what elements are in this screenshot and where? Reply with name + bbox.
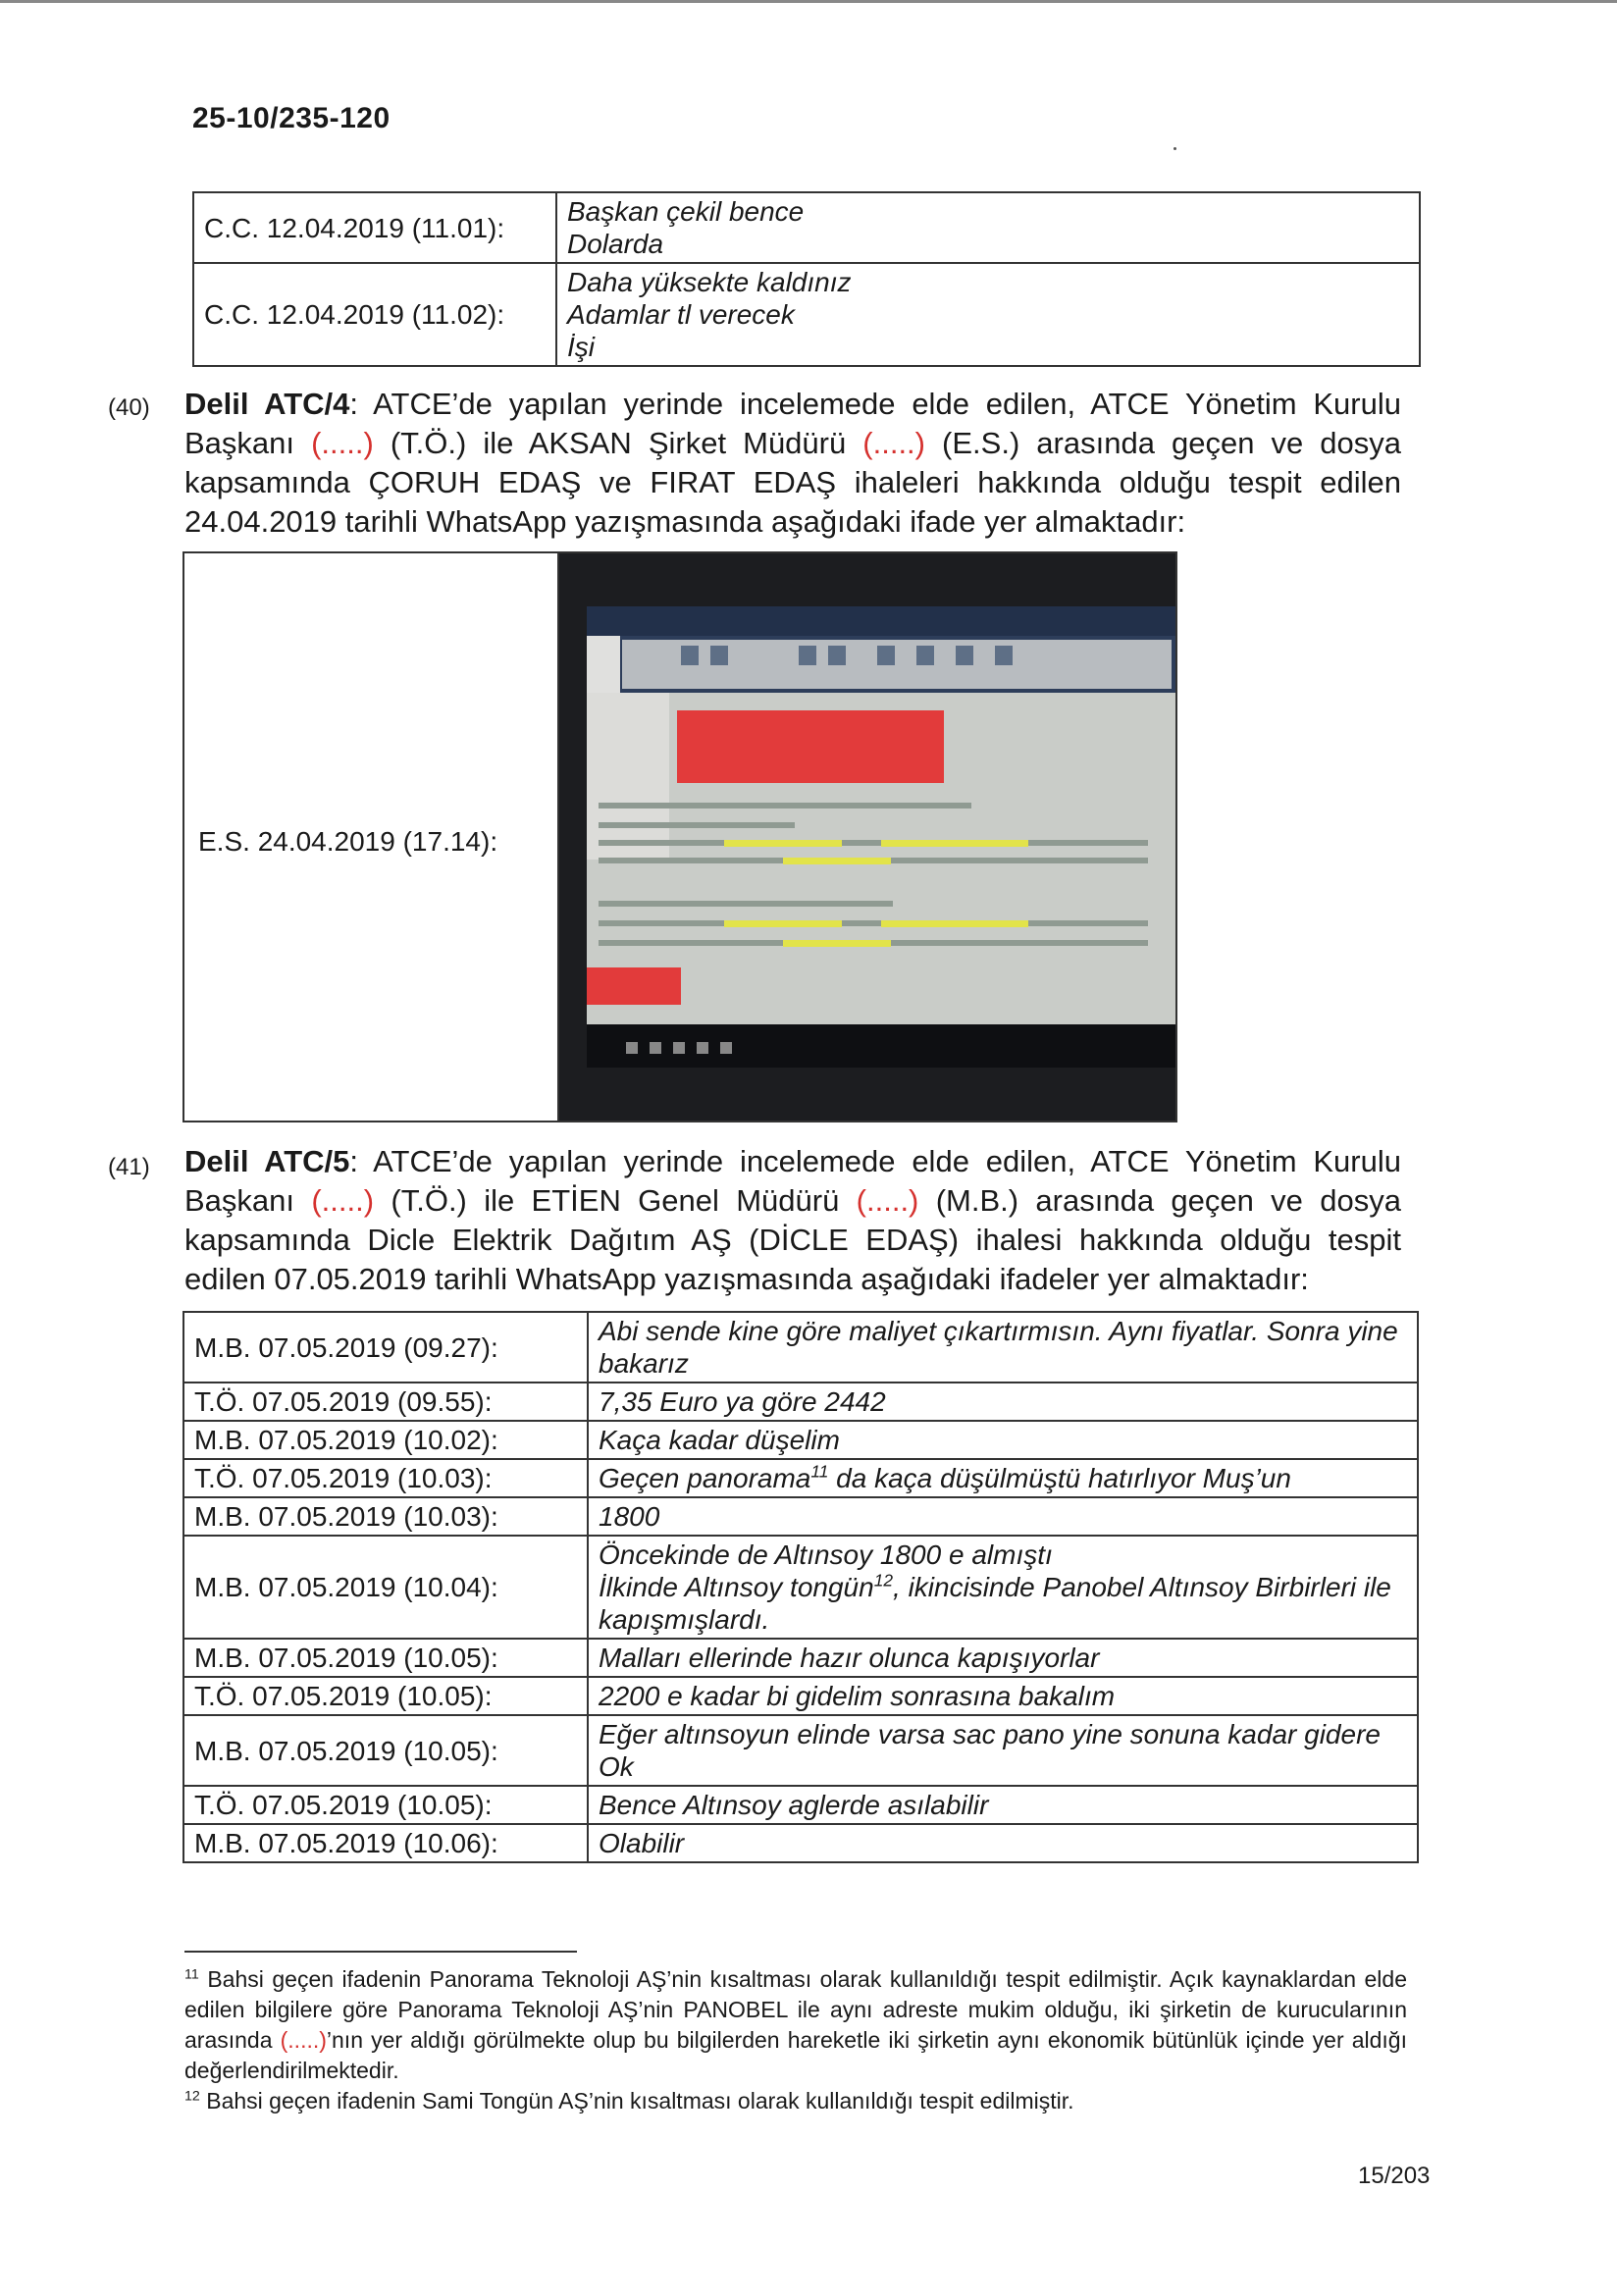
message-text: Öncekinde de Altınsoy 1800 e almıştı İlkinde Altınsoy tongün$^{12}$, ikincisinde Panobel Altınsoy Birbirleri ile kapışmışlardı. — [588, 1536, 1418, 1639]
evidence-label: E.S. 24.04.2019 (17.14): — [198, 826, 498, 857]
message-text: Bence Altınsoy aglerde asılabilir — [588, 1786, 1418, 1824]
sender-timestamp: M.B. 07.05.2019 (10.04): — [183, 1536, 588, 1639]
email-ribbon — [587, 606, 1175, 693]
message-row — [183, 1421, 1418, 1459]
message-row — [193, 263, 1420, 366]
message-text: 2200 e kadar bi gidelim sonrasına bakalım — [588, 1677, 1418, 1715]
evidence-ref: Delil ATC/5 — [184, 1144, 350, 1178]
sender-timestamp: M.B. 07.05.2019 (09.27): — [183, 1312, 588, 1383]
sender-timestamp: M.B. 07.05.2019 (10.03): — [183, 1497, 588, 1536]
redacted-name: (.....) — [856, 1183, 919, 1218]
message-text: 7,35 Euro ya göre 2442 — [588, 1383, 1418, 1421]
redacted-name: (.....) — [862, 426, 925, 460]
message-text: Olabilir — [588, 1824, 1418, 1862]
paragraph-40: Delil ATC/4: ATCE’de yapılan yerinde incelemede elde edilen, ATCE Yönetim Kurulu Başkanı (.....) (T.Ö.) ile AKSAN Şirket Müdürü (.....) (E.S.) arasında geçen ve dosya kapsamında ÇORUH EDAŞ ve FIRAT EDAŞ ihaleleri hakkında olduğu tespit edilen 24.04.2019 tarihli WhatsApp yazışmasında aşağıdaki ifade yer almaktadır: — [184, 387, 1402, 539]
message-table-2 — [183, 1311, 1419, 1863]
sender-timestamp: C.C. 12.04.2019 (11.02): — [193, 263, 556, 366]
email-window — [587, 606, 1175, 1068]
taskbar — [587, 1024, 1175, 1068]
page-number: 15/203 — [1358, 2163, 1431, 2189]
footnote-separator — [184, 1951, 577, 1953]
paragraph-number-41: (41) — [108, 1154, 150, 1180]
message-text: 1800 — [588, 1497, 1418, 1536]
footnote-11: $^{11}$ Bahsi geçen ifadenin Panorama Teknoloji AŞ’nin kısaltması olarak kullanıldığı tespit edilmiştir. Açık kaynaklardan elde edilen bilgilere göre Panorama Teknoloji AŞ’nin PANOBEL ile aynı adreste mukim olduğu, iki şirketin de kurucularının arasında (.....)’nın yer aldığı görülmekte olup bu bilgilerden hareketle iki şirketin aynı ekonomik bütünlük içinde yer aldığı değerlendirilmektedir. — [184, 1966, 1407, 2083]
message-row — [183, 1383, 1418, 1421]
message-text: Eğer altınsoyun elinde varsa sac pano yine sonuna kadar gidere Ok — [588, 1715, 1418, 1786]
message-table-1 — [192, 191, 1421, 367]
evidence-ref: Delil ATC/4 — [184, 387, 350, 421]
footnote-12: $^{12}$ Bahsi geçen ifadenin Sami Tongün AŞ’nin kısaltması olarak kullanıldığı tespit edilmiştir. — [184, 2088, 1074, 2113]
sender-timestamp: T.Ö. 07.05.2019 (10.05): — [183, 1677, 588, 1715]
sender-timestamp: T.Ö. 07.05.2019 (09.55): — [183, 1383, 588, 1421]
message-row — [183, 1312, 1418, 1383]
sender-timestamp: M.B. 07.05.2019 (10.06): — [183, 1824, 588, 1862]
sender-timestamp: T.Ö. 07.05.2019 (10.03): — [183, 1459, 588, 1497]
message-row — [183, 1677, 1418, 1715]
paragraph-number-40: (40) — [108, 394, 150, 421]
redaction-box — [677, 710, 944, 783]
sender-timestamp: C.C. 12.04.2019 (11.01): — [193, 192, 556, 263]
message-row — [193, 192, 1420, 263]
sender-timestamp: M.B. 07.05.2019 (10.05): — [183, 1715, 588, 1786]
message-row — [183, 1459, 1418, 1497]
sender-timestamp: M.B. 07.05.2019 (10.02): — [183, 1421, 588, 1459]
message-text: Abi sende kine göre maliyet çıkartırmısın. Aynı fiyatlar. Sonra yine bakarız — [588, 1312, 1418, 1383]
message-text: Geçen panorama$^{11}$ da kaça düşülmüştü hatırlıyor Muş’un — [588, 1459, 1418, 1497]
message-row — [183, 1715, 1418, 1786]
document-id: 25-10/235-120 — [192, 102, 391, 134]
redacted-name: (.....) — [280, 2027, 327, 2053]
message-text: Malları ellerinde hazır olunca kapışıyorlar — [588, 1639, 1418, 1677]
evidence-table — [183, 551, 1177, 1122]
message-text: Daha yüksekte kaldınız Adamlar tl verecek İşi — [556, 263, 1420, 366]
message-row — [183, 1497, 1418, 1536]
evidence-screenshot-photo — [559, 553, 1175, 1121]
redacted-name: (.....) — [311, 1183, 375, 1218]
message-text: Başkan çekil bence Dolarda — [556, 192, 1420, 263]
message-row — [183, 1786, 1418, 1824]
sender-timestamp: M.B. 07.05.2019 (10.05): — [183, 1639, 588, 1677]
message-row — [183, 1639, 1418, 1677]
message-text: Kaça kadar düşelim — [588, 1421, 1418, 1459]
message-row — [183, 1536, 1418, 1639]
redaction-box — [587, 967, 681, 1005]
redacted-name: (.....) — [311, 426, 374, 460]
scan-speck — [1174, 147, 1176, 150]
paragraph-41: Delil ATC/5: ATCE’de yapılan yerinde incelemede elde edilen, ATCE Yönetim Kurulu Başkanı (.....) (T.Ö.) ile ETİEN Genel Müdürü (.....) (M.B.) arasında geçen ve dosya kapsamında Dicle Elektrik Dağıtım AŞ (DİCLE EDAŞ) ihalesi hakkında olduğu tespit edilen 07.05.2019 tarihli WhatsApp yazışmasında aşağıdaki ifadeler yer almaktadır: — [184, 1144, 1401, 1296]
scan-edge — [0, 0, 1617, 3]
message-row — [183, 1824, 1418, 1862]
sender-timestamp: T.Ö. 07.05.2019 (10.05): — [183, 1786, 588, 1824]
